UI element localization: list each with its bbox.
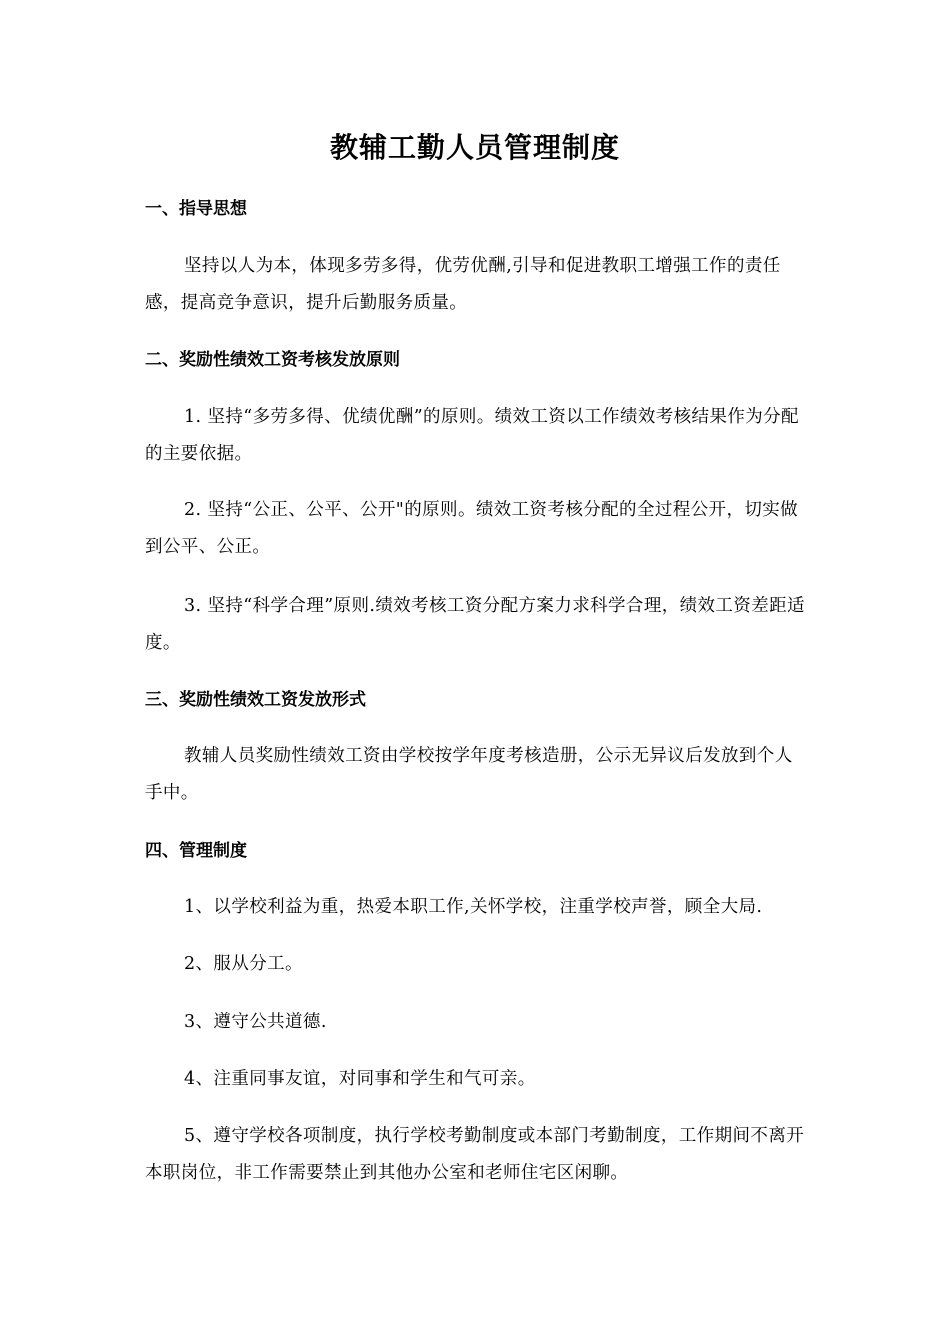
rule-item: 3、遵守公共道德. [184,1012,327,1032]
document-title: 教辅工勤人员管理制度 [329,131,620,164]
section-paragraph: 3. 坚持“科学合理”原则.绩效考核工资分配方案力求科学合理，绩效工资差距适度。 [145,596,805,653]
section-heading: 三、奖励性绩效工资发放形式 [145,690,366,710]
section-heading: 一、指导思想 [145,199,247,219]
section-paragraph: 1. 坚持“多劳多得、优绩优酬”的原则。绩效工资以工作绩效考核结果作为分配的主要依据。 [145,407,799,464]
section-paragraph: 坚持以人为本，体现多劳多得，优劳优酬,引导和促进教职工增强工作的责任感，提高竞争意识，提升后勤服务质量。 [145,256,781,313]
rule-item: 1、以学校利益为重，热爱本职工作,关怀学校，注重学校声誉，顾全大局. [184,897,763,917]
section-heading: 四、管理制度 [145,841,247,861]
rule-item: 2、服从分工。 [184,954,303,974]
rule-item: 5、遵守学校各项制度，执行学校考勤制度或本部门考勤制度，工作期间不离开本职岗位，非工作需要禁止到其他办公室和老师住宅区闲聊。 [145,1126,805,1183]
section-paragraph: 2. 坚持“公正、公平、公开"的原则。绩效工资考核分配的全过程公开，切实做到公平、公正。 [145,500,799,557]
section-paragraph: 教辅人员奖励性绩效工资由学校按学年度考核造册，公示无异议后发放到个人手中。 [145,746,793,803]
rule-item: 4、注重同事友谊，对同事和学生和气可亲。 [184,1069,536,1089]
section-heading: 二、奖励性绩效工资考核发放原则 [145,350,400,370]
